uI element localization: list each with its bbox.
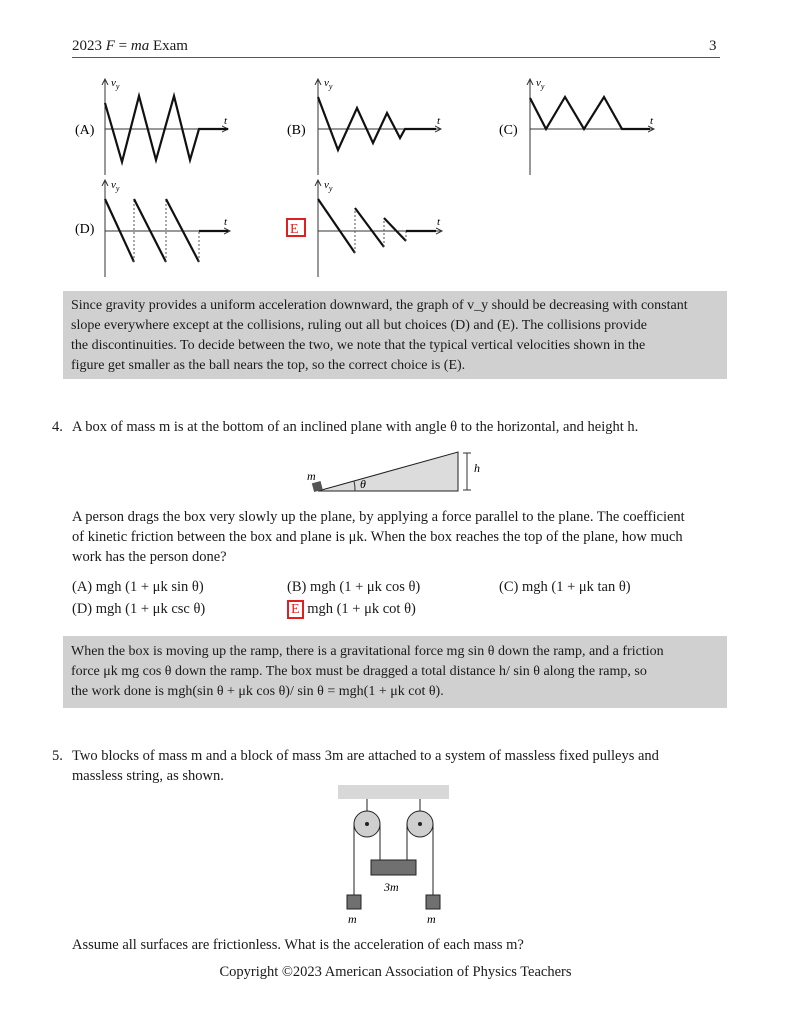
graph-b-vy: $v_y$ bbox=[324, 77, 333, 91]
solution-4-line-1: When the box is moving up the ramp, there is a gravitational force mg sin θ down the ramp, and a friction bbox=[71, 644, 664, 659]
graph-c bbox=[499, 77, 654, 175]
graph-b-t: t bbox=[437, 115, 441, 127]
header-exam: Exam bbox=[149, 38, 188, 54]
solution-4-box bbox=[63, 636, 727, 708]
q4-angle-label: θ bbox=[360, 477, 366, 491]
solution-3-line-4: figure get smaller as the ball nears the top, so the correct choice is (E). bbox=[71, 358, 466, 373]
q5-question: Assume all surfaces are frictionless. What is the acceleration of each mass m? bbox=[72, 937, 524, 953]
q5-pulley-figure bbox=[330, 782, 460, 927]
solution-3-text bbox=[71, 296, 721, 376]
q5-left-m-label: m bbox=[348, 912, 357, 926]
solution-3-line-3: the discontinuities. To decide between the two, we note that the typical vertical velocities shown in the bbox=[71, 338, 646, 353]
q4-choice-b-text: mgh (1 + μk cos θ) bbox=[309, 579, 421, 595]
q4-choice-a[interactable] bbox=[72, 579, 204, 596]
q5-stem bbox=[72, 746, 722, 786]
graph-c-t: t bbox=[650, 115, 654, 127]
page-number: 3 bbox=[709, 38, 717, 54]
q5-right-m-label: m bbox=[427, 912, 436, 926]
q4-choice-b-label: (B) bbox=[287, 579, 307, 595]
q4-choice-e-text: mgh (1 + μk cot θ) bbox=[307, 601, 416, 617]
solution-4-line-3: the work done is mgh(sin θ + μk cos θ)/ sin θ = mgh(1 + μk cot θ). bbox=[71, 684, 444, 699]
graph-a-vy: $v_y$ bbox=[111, 77, 120, 91]
q4-mass-label: m bbox=[307, 469, 316, 483]
header-eq: = bbox=[114, 38, 131, 54]
answer-graphs bbox=[0, 0, 791, 290]
q5-stem-line-1: Two blocks of mass m and a block of mass 3m are attached to a system of massless fixed pulleys and bbox=[72, 748, 659, 764]
solution-4-text bbox=[71, 642, 721, 702]
q5-block-3m bbox=[371, 860, 416, 875]
q5-number: 5. bbox=[52, 748, 63, 764]
q4-incline-figure bbox=[300, 448, 500, 498]
header-ma: ma bbox=[130, 38, 150, 54]
q4-choice-c[interactable] bbox=[499, 579, 631, 596]
solution-3-box bbox=[63, 291, 727, 379]
graph-d-t: t bbox=[224, 216, 228, 228]
graph-e-vy: $v_y$ bbox=[324, 179, 333, 193]
q4-body-line-1: A person drags the box very slowly up the plane, by applying a force parallel to the plane. The coefficient bbox=[72, 509, 685, 525]
graph-a-t: t bbox=[224, 115, 228, 127]
solution-4-line-2: force μk mg cos θ down the ramp. The box must be dragged a total distance h/ sin θ along the ramp, so bbox=[71, 664, 647, 679]
copyright-footer: Copyright ©2023 American Association of Physics Teachers bbox=[219, 964, 572, 980]
q4-choice-d[interactable] bbox=[72, 601, 205, 618]
q4-stem: A box of mass m is at the bottom of an inclined plane with angle θ to the horizontal, and height h. bbox=[72, 419, 639, 435]
q5-3m-label: 3m bbox=[384, 880, 399, 894]
q4-body-line-2: of kinetic friction between the box and plane is μk. When the box reaches the top of the plane, how much bbox=[72, 529, 683, 545]
graph-d-vy: $v_y$ bbox=[111, 179, 120, 193]
header-F: F bbox=[105, 38, 115, 54]
graph-d-label: (D) bbox=[75, 222, 95, 237]
q4-choice-c-label: (C) bbox=[499, 579, 519, 595]
q4-body bbox=[72, 507, 722, 567]
graph-b bbox=[287, 77, 441, 175]
q4-choice-d-label: (D) bbox=[72, 601, 93, 617]
graph-e bbox=[287, 179, 442, 277]
graph-b-label: (B) bbox=[287, 123, 306, 138]
q5-stem-line-2: massless string, as shown. bbox=[72, 768, 224, 784]
graph-d bbox=[75, 179, 230, 277]
q4-choice-c-text: mgh (1 + μk tan θ) bbox=[521, 579, 631, 595]
solution-3-line-1: Since gravity provides a uniform acceleration downward, the graph of v_y should be decreasing with constant bbox=[71, 298, 688, 313]
q4-choice-a-label: (A) bbox=[72, 579, 93, 595]
header-year: 2023 bbox=[72, 38, 106, 54]
graph-e-label: E bbox=[290, 222, 299, 237]
q4-choice-b[interactable] bbox=[287, 579, 420, 596]
q5-right-block bbox=[426, 895, 440, 909]
q4-choice-e-label: E bbox=[287, 600, 304, 619]
q4-choice-a-text: mgh (1 + μk sin θ) bbox=[95, 579, 204, 595]
graph-c-vy: $v_y$ bbox=[536, 77, 545, 91]
q4-choice-d-text: mgh (1 + μk csc θ) bbox=[95, 601, 206, 617]
graph-a bbox=[75, 77, 228, 175]
graph-c-label: (C) bbox=[499, 123, 518, 138]
q4-choice-e[interactable] bbox=[287, 600, 416, 619]
graph-e-t: t bbox=[437, 216, 441, 228]
q4-body-line-3: work has the person done? bbox=[72, 549, 227, 565]
graph-a-label: (A) bbox=[75, 123, 95, 138]
q5-left-block bbox=[347, 895, 361, 909]
q4-height-label: h bbox=[474, 461, 480, 475]
q4-number: 4. bbox=[52, 419, 63, 435]
q5-ceiling bbox=[338, 785, 449, 799]
solution-3-line-2: slope everywhere except at the collisions, ruling out all but choices (D) and (E). The collisions provide bbox=[71, 318, 647, 333]
